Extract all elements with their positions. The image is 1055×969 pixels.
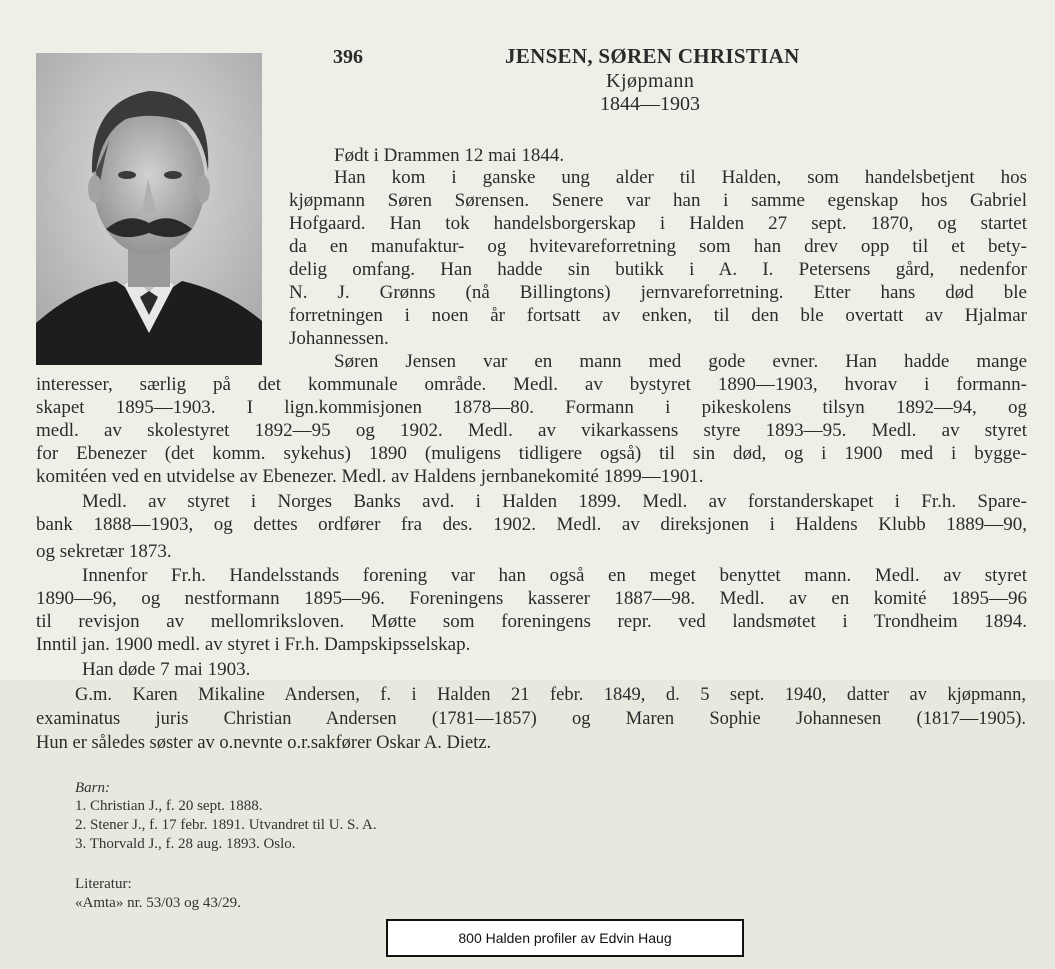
- caption-text: 800 Halden profiler av Edvin Haug: [458, 930, 672, 946]
- body-line: interesser, særlig på det kommunale område. Medl. av bystyret 1890—1903, hvorav i formann-: [36, 374, 1027, 395]
- literature-heading: Literatur:: [75, 876, 132, 892]
- body-line: Innenfor Fr.h. Handelsstands forening var han også en meget benyttet mann. Medl. av styret: [82, 565, 1027, 586]
- body-line: for Ebenezer (det komm. sykehus) 1890 (muligens tidligere også) til sin død, og i 1900 med i bygge-: [36, 443, 1027, 464]
- body-line: Johannessen.: [289, 328, 389, 349]
- body-line: medl. av skolestyret 1892—95 og 1902. Medl. av vikarkassens styre 1893—95. Medl. av styret: [36, 420, 1027, 441]
- marriage-line: Hun er således søster av o.nevnte o.r.sakfører Oskar A. Dietz.: [36, 733, 492, 753]
- body-line: til revisjon av mellomriksloven. Møtte som foreningens repr. ved landsmøtet i Trondheim 1894.: [36, 611, 1027, 632]
- body-line: bank 1888—1903, og dettes ordfører fra des. 1902. Medl. av direksjonen i Haldens Klubb 1889—90,: [36, 514, 1027, 535]
- caption-box: [386, 919, 744, 957]
- literature-item: «Amta» nr. 53/03 og 43/29.: [75, 895, 241, 911]
- body-line: Medl. av styret i Norges Banks avd. i Halden 1899. Medl. av forstanderskapet i Fr.h. Spare-: [82, 491, 1027, 512]
- body-line: kjøpmann Søren Sørensen. Senere var han i samme egenskap hos Gabriel: [289, 190, 1027, 211]
- body-line: Han kom i ganske ung alder til Halden, som handelsbetjent hos: [334, 167, 1027, 188]
- child-item: 1. Christian J., f. 20 sept. 1888.: [75, 798, 263, 814]
- body-line: N. J. Grønns (nå Billingtons) jernvareforretning. Etter hans død ble: [289, 282, 1027, 303]
- life-years: 1844—1903: [600, 93, 700, 115]
- body-line: komitéen ved en utvidelse av Ebenezer. Medl. av Haldens jernbanekomité 1899—1901.: [36, 466, 704, 487]
- body-line: og sekretær 1873.: [36, 541, 172, 562]
- occupation: Kjøpmann: [606, 70, 695, 92]
- portrait-illustration: [36, 53, 262, 365]
- portrait-photo: [36, 53, 262, 365]
- body-line: Født i Drammen 12 mai 1844.: [334, 145, 565, 166]
- body-line: 1890—96, og nestformann 1895—96. Foreningens kasserer 1887—98. Medl. av en komité 1895—96: [36, 588, 1027, 609]
- body-line: Hofgaard. Han tok handelsborgerskap i Halden 27 sept. 1870, og startet: [289, 213, 1027, 234]
- child-item: 2. Stener J., f. 17 febr. 1891. Utvandret til U. S. A.: [75, 817, 377, 833]
- children-heading: Barn:: [75, 780, 110, 796]
- body-line: Søren Jensen var en mann med gode evner. Han hadde mange: [334, 351, 1027, 372]
- page-number: 396: [333, 46, 363, 68]
- marriage-line: G.m. Karen Mikaline Andersen, f. i Halden 21 febr. 1849, d. 5 sept. 1940, datter av kjøpmann,: [75, 685, 1026, 705]
- person-name: JENSEN, SØREN CHRISTIAN: [505, 44, 800, 68]
- body-line: delig omfang. Han hadde sin butikk i A. I. Petersens gård, nedenfor: [289, 259, 1027, 280]
- body-line: Han døde 7 mai 1903.: [82, 659, 251, 680]
- child-item: 3. Thorvald J., f. 28 aug. 1893. Oslo.: [75, 836, 296, 852]
- marriage-line: examinatus juris Christian Andersen (1781—1857) og Maren Sophie Johannesen (1817—1905).: [36, 709, 1026, 729]
- body-line: forretningen i noen år fortsatt av enken, til den ble overtatt av Hjalmar: [289, 305, 1027, 326]
- body-line: skapet 1895—1903. I lign.kommisjonen 1878—80. Formann i pikeskolens tilsyn 1892—94, og: [36, 397, 1027, 418]
- body-line: Inntil jan. 1900 medl. av styret i Fr.h. Dampskipsselskap.: [36, 634, 471, 655]
- body-line: da en manufaktur- og hvitevareforretning som han drev opp til et bety-: [289, 236, 1027, 257]
